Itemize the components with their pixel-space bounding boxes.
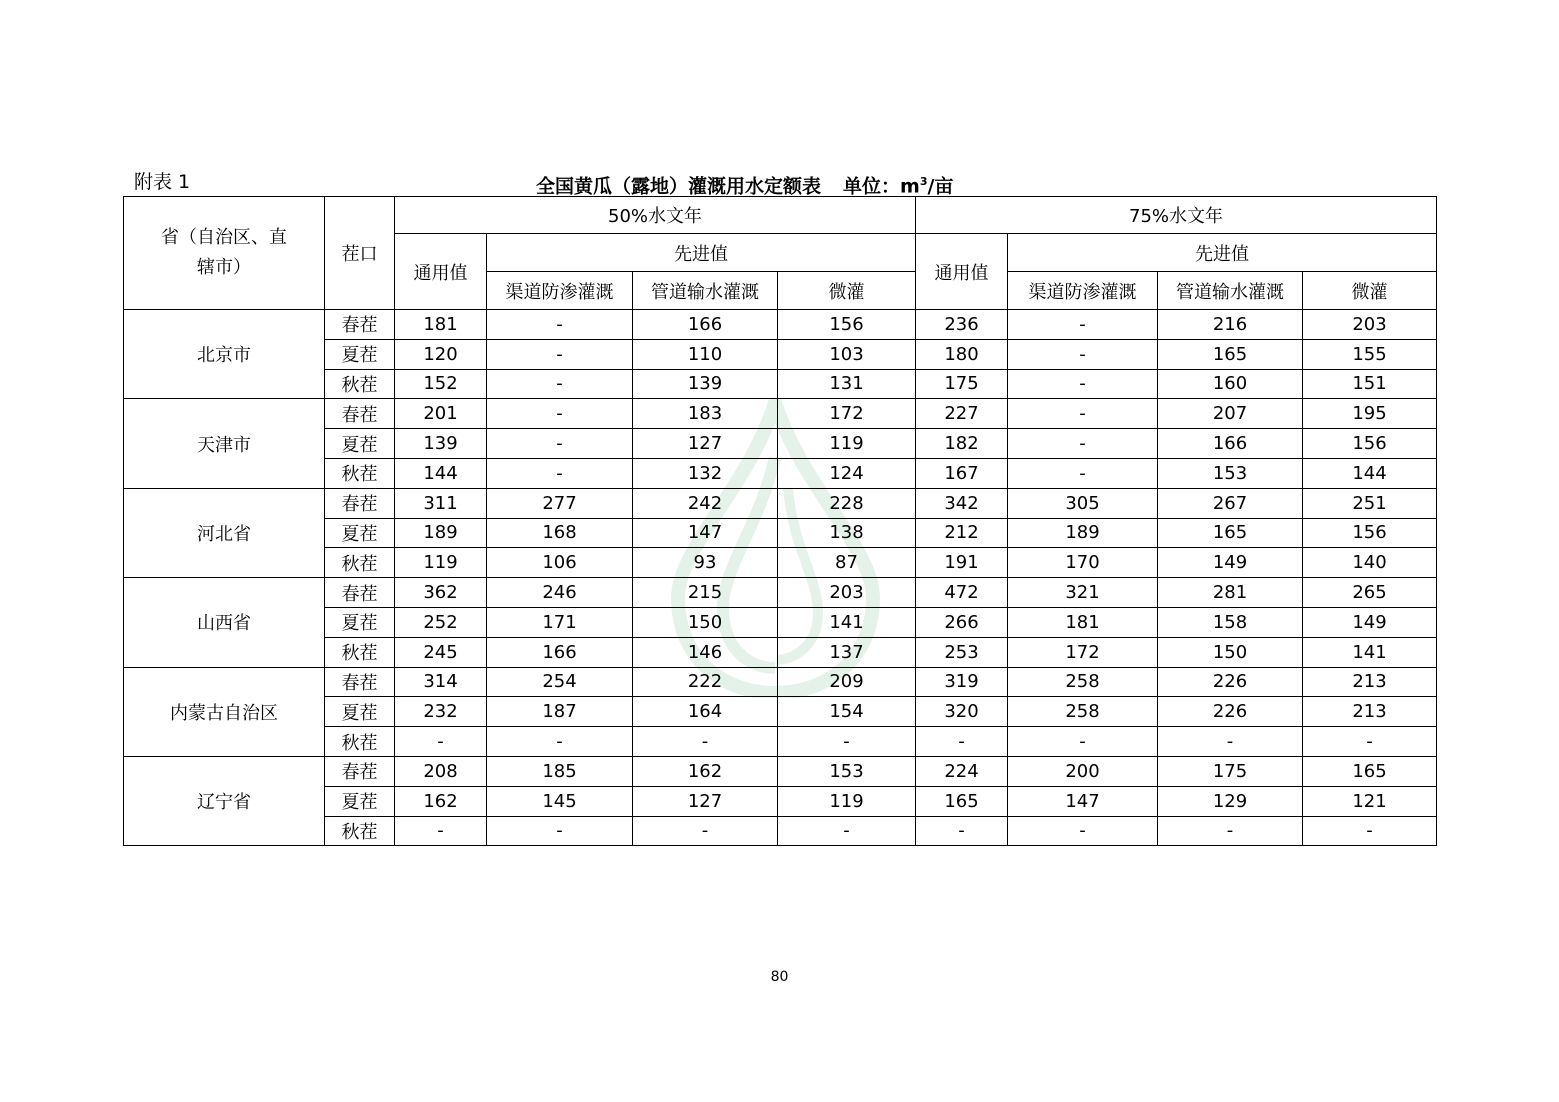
- value-cell: -: [1008, 310, 1158, 340]
- value-cell: 242: [633, 488, 778, 518]
- value-cell: -: [1158, 816, 1303, 846]
- value-cell: -: [1008, 429, 1158, 459]
- header-group-50: 50%水文年: [395, 197, 916, 234]
- table-row: [124, 488, 1437, 518]
- header-group-75: 75%水文年: [916, 197, 1437, 234]
- value-cell: -: [778, 816, 916, 846]
- province-cell: 河北省: [124, 488, 325, 577]
- value-cell: 181: [1008, 607, 1158, 637]
- value-cell: 305: [1008, 488, 1158, 518]
- value-cell: 170: [1008, 548, 1158, 578]
- season-cell: 春茬: [325, 578, 395, 608]
- value-cell: 252: [395, 607, 487, 637]
- value-cell: -: [1008, 399, 1158, 429]
- value-cell: 165: [1158, 518, 1303, 548]
- value-cell: 207: [1158, 399, 1303, 429]
- season-cell: 夏茬: [325, 429, 395, 459]
- value-cell: 277: [487, 488, 633, 518]
- value-cell: 266: [916, 607, 1008, 637]
- value-cell: 119: [778, 786, 916, 816]
- value-cell: 253: [916, 637, 1008, 667]
- value-cell: 232: [395, 697, 487, 727]
- season-cell: 春茬: [325, 310, 395, 340]
- value-cell: 144: [1303, 458, 1437, 488]
- season-cell: 夏茬: [325, 339, 395, 369]
- season-cell: 春茬: [325, 756, 395, 786]
- value-cell: 165: [1303, 756, 1437, 786]
- value-cell: -: [487, 816, 633, 846]
- header-advanced-50: 先进值: [487, 234, 916, 272]
- value-cell: -: [487, 339, 633, 369]
- value-cell: 245: [395, 637, 487, 667]
- table-row: [124, 310, 1437, 340]
- value-cell: -: [633, 816, 778, 846]
- header-province: 省（自治区、直辖市）: [124, 197, 325, 310]
- value-cell: 166: [1158, 429, 1303, 459]
- value-cell: 175: [916, 369, 1008, 399]
- value-cell: 140: [1303, 548, 1437, 578]
- value-cell: 203: [1303, 310, 1437, 340]
- value-cell: 138: [778, 518, 916, 548]
- value-cell: 265: [1303, 578, 1437, 608]
- province-cell: 北京市: [124, 310, 325, 399]
- value-cell: 155: [1303, 339, 1437, 369]
- value-cell: 320: [916, 697, 1008, 727]
- value-cell: 182: [916, 429, 1008, 459]
- page-number: 80: [770, 969, 789, 985]
- value-cell: 321: [1008, 578, 1158, 608]
- value-cell: 208: [395, 756, 487, 786]
- province-cell: 内蒙古自治区: [124, 667, 325, 756]
- value-cell: 254: [487, 667, 633, 697]
- header-pipe-75: 管道输水灌溉: [1158, 272, 1303, 310]
- season-cell: 秋茬: [325, 727, 395, 757]
- value-cell: 181: [395, 310, 487, 340]
- value-cell: 226: [1158, 667, 1303, 697]
- value-cell: -: [778, 727, 916, 757]
- value-cell: 258: [1008, 697, 1158, 727]
- value-cell: 127: [633, 786, 778, 816]
- value-cell: -: [1008, 727, 1158, 757]
- value-cell: 131: [778, 369, 916, 399]
- table-label: 附表 1: [134, 171, 191, 193]
- value-cell: 200: [1008, 756, 1158, 786]
- value-cell: -: [487, 727, 633, 757]
- value-cell: 144: [395, 458, 487, 488]
- table-header: [124, 197, 1437, 310]
- header-general-75: 通用值: [916, 234, 1008, 310]
- value-cell: 120: [395, 339, 487, 369]
- season-cell: 春茬: [325, 488, 395, 518]
- value-cell: 164: [633, 697, 778, 727]
- value-cell: 183: [633, 399, 778, 429]
- irrigation-quota-table: [123, 196, 1437, 846]
- value-cell: 171: [487, 607, 633, 637]
- value-cell: 258: [1008, 667, 1158, 697]
- value-cell: 149: [1158, 548, 1303, 578]
- season-cell: 春茬: [325, 399, 395, 429]
- value-cell: 166: [487, 637, 633, 667]
- value-cell: 93: [633, 548, 778, 578]
- season-cell: 秋茬: [325, 369, 395, 399]
- value-cell: 201: [395, 399, 487, 429]
- value-cell: -: [1008, 339, 1158, 369]
- province-cell: 山西省: [124, 578, 325, 667]
- value-cell: 213: [1303, 697, 1437, 727]
- value-cell: 191: [916, 548, 1008, 578]
- value-cell: 106: [487, 548, 633, 578]
- value-cell: 162: [395, 786, 487, 816]
- value-cell: 187: [487, 697, 633, 727]
- value-cell: -: [916, 816, 1008, 846]
- season-cell: 秋茬: [325, 637, 395, 667]
- value-cell: -: [487, 429, 633, 459]
- province-cell: 辽宁省: [124, 756, 325, 845]
- value-cell: 172: [778, 399, 916, 429]
- value-cell: -: [487, 310, 633, 340]
- unit-superscript: 3: [919, 175, 928, 188]
- table-row: [124, 756, 1437, 786]
- header-season: 茬口: [325, 197, 395, 310]
- value-cell: 215: [633, 578, 778, 608]
- value-cell: 209: [778, 667, 916, 697]
- value-cell: 228: [778, 488, 916, 518]
- value-cell: -: [633, 727, 778, 757]
- value-cell: 153: [778, 756, 916, 786]
- value-cell: 267: [1158, 488, 1303, 518]
- value-cell: 314: [395, 667, 487, 697]
- value-cell: -: [916, 727, 1008, 757]
- value-cell: 141: [1303, 637, 1437, 667]
- value-cell: 147: [1008, 786, 1158, 816]
- season-cell: 夏茬: [325, 697, 395, 727]
- table-body: [124, 310, 1437, 846]
- value-cell: 139: [395, 429, 487, 459]
- value-cell: -: [1008, 458, 1158, 488]
- value-cell: 342: [916, 488, 1008, 518]
- value-cell: 160: [1158, 369, 1303, 399]
- value-cell: 168: [487, 518, 633, 548]
- header-general-50: 通用值: [395, 234, 487, 310]
- table-row: [124, 399, 1437, 429]
- value-cell: -: [395, 727, 487, 757]
- value-cell: 167: [916, 458, 1008, 488]
- value-cell: 152: [395, 369, 487, 399]
- value-cell: 172: [1008, 637, 1158, 667]
- value-cell: 165: [1158, 339, 1303, 369]
- header-micro-75: 微灌: [1303, 272, 1437, 310]
- value-cell: -: [487, 458, 633, 488]
- value-cell: 281: [1158, 578, 1303, 608]
- value-cell: -: [1303, 727, 1437, 757]
- value-cell: 227: [916, 399, 1008, 429]
- value-cell: 362: [395, 578, 487, 608]
- value-cell: 236: [916, 310, 1008, 340]
- value-cell: 216: [1158, 310, 1303, 340]
- value-cell: -: [1158, 727, 1303, 757]
- header-canal-50: 渠道防渗灌溉: [487, 272, 633, 310]
- value-cell: 189: [1008, 518, 1158, 548]
- table-row: [124, 578, 1437, 608]
- value-cell: 189: [395, 518, 487, 548]
- value-cell: 150: [633, 607, 778, 637]
- value-cell: 166: [633, 310, 778, 340]
- value-cell: 246: [487, 578, 633, 608]
- value-cell: 137: [778, 637, 916, 667]
- value-cell: 87: [778, 548, 916, 578]
- value-cell: 150: [1158, 637, 1303, 667]
- value-cell: 226: [1158, 697, 1303, 727]
- value-cell: 213: [1303, 667, 1437, 697]
- value-cell: 153: [1158, 458, 1303, 488]
- value-cell: 472: [916, 578, 1008, 608]
- value-cell: 158: [1158, 607, 1303, 637]
- value-cell: 165: [916, 786, 1008, 816]
- value-cell: 251: [1303, 488, 1437, 518]
- header-pipe-50: 管道输水灌溉: [633, 272, 778, 310]
- title-text: 全国黄瓜（露地）灌溉用水定额表: [536, 175, 822, 198]
- province-cell: 天津市: [124, 399, 325, 488]
- season-cell: 夏茬: [325, 786, 395, 816]
- season-cell: 秋茬: [325, 458, 395, 488]
- value-cell: 175: [1158, 756, 1303, 786]
- value-cell: 203: [778, 578, 916, 608]
- season-cell: 夏茬: [325, 607, 395, 637]
- value-cell: 151: [1303, 369, 1437, 399]
- value-cell: 132: [633, 458, 778, 488]
- value-cell: 156: [778, 310, 916, 340]
- value-cell: 110: [633, 339, 778, 369]
- value-cell: 195: [1303, 399, 1437, 429]
- value-cell: 127: [633, 429, 778, 459]
- value-cell: 319: [916, 667, 1008, 697]
- value-cell: 149: [1303, 607, 1437, 637]
- value-cell: 124: [778, 458, 916, 488]
- value-cell: 145: [487, 786, 633, 816]
- value-cell: 146: [633, 637, 778, 667]
- season-cell: 春茬: [325, 667, 395, 697]
- value-cell: 147: [633, 518, 778, 548]
- value-cell: 185: [487, 756, 633, 786]
- value-cell: 212: [916, 518, 1008, 548]
- value-cell: 119: [395, 548, 487, 578]
- season-cell: 秋茬: [325, 816, 395, 846]
- value-cell: -: [1008, 816, 1158, 846]
- header-advanced-75: 先进值: [1008, 234, 1437, 272]
- value-cell: 129: [1158, 786, 1303, 816]
- value-cell: -: [487, 369, 633, 399]
- value-cell: -: [1008, 369, 1158, 399]
- value-cell: 162: [633, 756, 778, 786]
- value-cell: 156: [1303, 518, 1437, 548]
- unit-prefix: 单位：m: [843, 175, 920, 198]
- season-cell: 秋茬: [325, 548, 395, 578]
- value-cell: -: [1303, 816, 1437, 846]
- header-micro-50: 微灌: [778, 272, 916, 310]
- value-cell: 119: [778, 429, 916, 459]
- value-cell: 141: [778, 607, 916, 637]
- value-cell: 156: [1303, 429, 1437, 459]
- value-cell: 311: [395, 488, 487, 518]
- value-cell: 121: [1303, 786, 1437, 816]
- value-cell: 103: [778, 339, 916, 369]
- value-cell: 180: [916, 339, 1008, 369]
- unit-suffix: /亩: [927, 175, 954, 198]
- table-row: [124, 667, 1437, 697]
- value-cell: 222: [633, 667, 778, 697]
- value-cell: 154: [778, 697, 916, 727]
- value-cell: -: [395, 816, 487, 846]
- value-cell: 224: [916, 756, 1008, 786]
- value-cell: 139: [633, 369, 778, 399]
- value-cell: -: [487, 399, 633, 429]
- header-canal-75: 渠道防渗灌溉: [1008, 272, 1158, 310]
- season-cell: 夏茬: [325, 518, 395, 548]
